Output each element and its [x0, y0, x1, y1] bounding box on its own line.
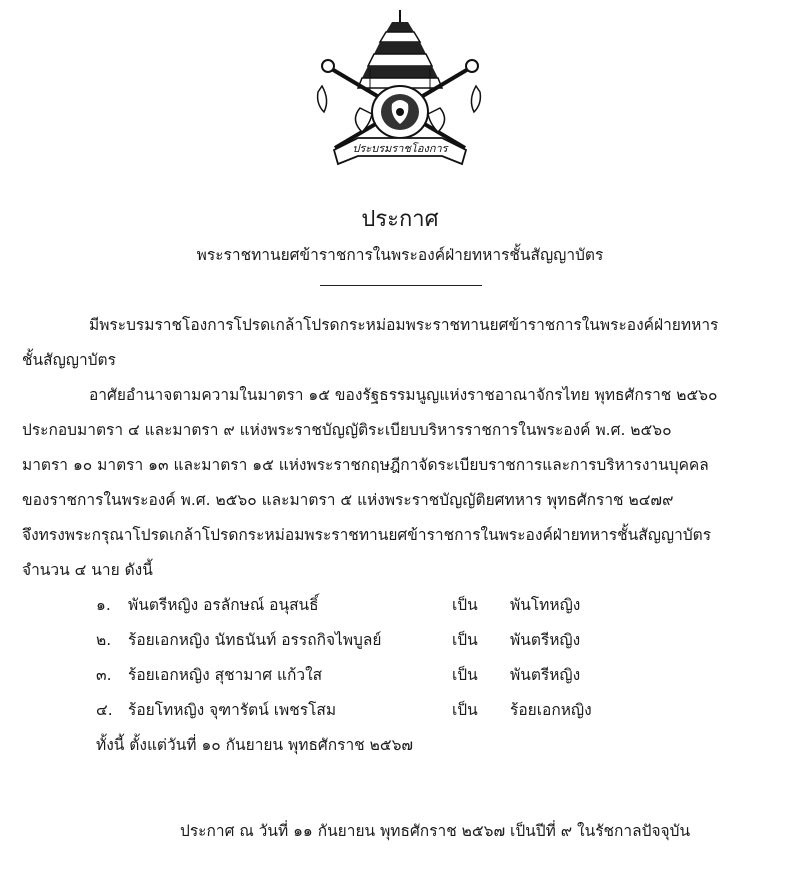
as-label: เป็น [452, 666, 478, 684]
authority-line-6: จำนวน ๔ นาย ดังนี้ [22, 561, 153, 579]
title-divider [320, 285, 482, 286]
as-label: เป็น [452, 631, 478, 649]
new-rank: พันตรีหญิง [510, 666, 581, 684]
royal-seal-icon [300, 8, 500, 170]
new-rank: ร้อยเอกหญิง [510, 701, 592, 719]
authority-line-3: มาตรา ๑๐ มาตรา ๑๓ และมาตรา ๑๕ แห่งพระราชกฤษฎีกาจัดระเบียบราชการและการบริหารงานบุคคล [22, 456, 709, 474]
item-number: ๒. [96, 631, 112, 649]
appointee-name: ร้อยโทหญิง จุฑารัตน์ เพชรโสม [128, 701, 337, 719]
appointee-name: พันตรีหญิง อรลักษณ์ อนุสนธิ์ [128, 596, 319, 614]
as-label: เป็น [452, 596, 478, 614]
announcement-subtitle: พระราชทานยศข้าราชการในพระองค์ฝ่ายทหารชั้นสัญญาบัตร [196, 246, 604, 264]
announcement-title: ประกาศ [361, 207, 439, 232]
authority-line-2: ประกอบมาตรา ๔ และมาตรา ๙ แห่งพระราชบัญญัติระเบียบบริหารราชการในพระองค์ พ.ศ. ๒๕๖๐ [22, 421, 672, 439]
intro-line-1: มีพระบรมราชโองการโปรดเกล้าโปรดกระหม่อมพระราชทานยศข้าราชการในพระองค์ฝ่ายทหาร [89, 316, 719, 334]
item-number: ๓. [96, 666, 112, 684]
authority-line-5: จึงทรงพระกรุณาโปรดเกล้าโปรดกระหม่อมพระราชทานยศข้าราชการในพระองค์ฝ่ายทหารชั้นสัญญาบัตร [22, 526, 712, 544]
svg-text:ประบรมราชโองการ: ประบรมราชโองการ [352, 142, 448, 155]
new-rank: พันโทหญิง [510, 596, 581, 614]
authority-line-1: อาศัยอำนาจตามความในมาตรา ๑๕ ของรัฐธรรมนูญแห่งราชอาณาจักรไทย พุทธศักราช ๒๕๖๐ [89, 386, 718, 404]
effective-date: ทั้งนี้ ตั้งแต่วันที่ ๑๐ กันยายน พุทธศักราช ๒๕๖๗ [96, 736, 414, 754]
appointee-name: ร้อยเอกหญิง นัทธนันท์ อรรถกิจไพบูลย์ [128, 631, 382, 649]
as-label: เป็น [452, 701, 478, 719]
item-number: ๑. [96, 596, 111, 614]
authority-line-4: ของราชการในพระองค์ พ.ศ. ๒๕๖๐ และมาตรา ๕ แห่งพระราชบัญญัติยศทหาร พุทธศักราช ๒๔๗๙ [22, 491, 674, 509]
appointee-name: ร้อยเอกหญิง สุชามาศ แก้วใส [128, 666, 323, 684]
item-number: ๔. [96, 701, 113, 719]
new-rank: พันตรีหญิง [510, 631, 581, 649]
announcement-date: ประกาศ ณ วันที่ ๑๑ กันยายน พุทธศักราช ๒๕๖๗ เป็นปีที่ ๙ ในรัชกาลปัจจุบัน [180, 822, 691, 840]
intro-line-2: ชั้นสัญญาบัตร [22, 351, 116, 369]
